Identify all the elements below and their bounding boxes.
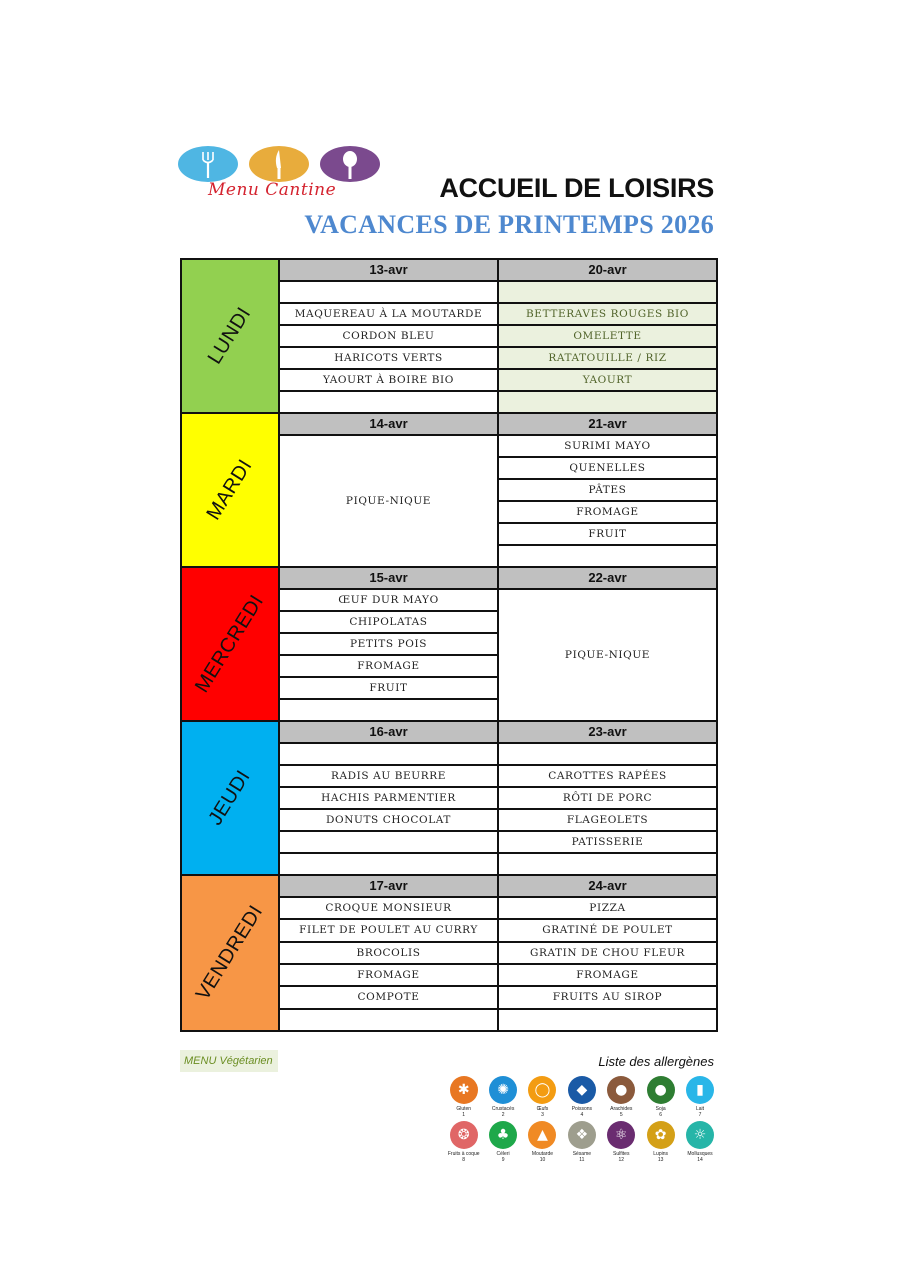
mustard-icon: ▲ xyxy=(528,1121,556,1149)
allergen-name: Crustacés xyxy=(491,1106,515,1112)
allergen-item xyxy=(562,1076,601,1121)
week-date: 23-avr xyxy=(499,722,716,744)
dish-cell xyxy=(280,744,497,766)
allergen-name: Céleri xyxy=(496,1151,510,1157)
dish-cell: DONUTS CHOCOLAT xyxy=(280,810,497,832)
dish-cell: CORDON BLEU xyxy=(280,326,497,348)
dish-cell: CAROTTES RAPÉES xyxy=(499,766,716,788)
dish-cell xyxy=(499,282,716,304)
allergen-item xyxy=(641,1121,680,1166)
dish-cell: FROMAGE xyxy=(499,965,716,987)
allergen-item xyxy=(680,1076,719,1121)
dish-cell: PATISSERIE xyxy=(499,832,716,854)
week-date: 24-avr xyxy=(499,876,716,898)
dish-cell: CROQUE MONSIEUR xyxy=(280,898,497,920)
week-column xyxy=(499,568,716,720)
allergen-number: 7 xyxy=(698,1112,702,1118)
peanut-icon: ● xyxy=(607,1076,635,1104)
day-row xyxy=(182,414,716,568)
dish-cell: PIZZA xyxy=(499,898,716,920)
allergen-item xyxy=(523,1121,562,1166)
dish-cell xyxy=(280,392,497,412)
week-column xyxy=(280,568,499,720)
day-row xyxy=(182,568,716,722)
dish-cell: GRATIN DE CHOU FLEUR xyxy=(499,943,716,965)
day-label xyxy=(182,414,280,566)
week-column xyxy=(499,414,716,566)
dish-cell: PÂTES xyxy=(499,480,716,502)
fish-icon: ◆ xyxy=(568,1076,596,1104)
week-column xyxy=(499,876,716,1030)
dish-cell xyxy=(499,854,716,874)
dish-cell: RÔTI DE PORC xyxy=(499,788,716,810)
dish-cell: FRUIT xyxy=(280,678,497,700)
allergen-number: 2 xyxy=(501,1112,505,1118)
dish-cell xyxy=(499,1010,716,1030)
dish-cell: FRUITS AU SIROP xyxy=(499,987,716,1009)
allergen-number: 1 xyxy=(462,1112,466,1118)
allergen-item xyxy=(562,1121,601,1166)
allergen-item xyxy=(641,1076,680,1121)
allergen-name: Mollusques xyxy=(687,1151,713,1157)
week-column xyxy=(280,414,499,566)
allergen-number: 12 xyxy=(618,1157,625,1163)
allergens-legend xyxy=(444,1076,720,1166)
dish-single: PIQUE-NIQUE xyxy=(345,495,432,507)
dish-cell: FROMAGE xyxy=(499,502,716,524)
dish-cell: YAOURT xyxy=(499,370,716,392)
week-column xyxy=(499,722,716,874)
allergen-number: 9 xyxy=(501,1157,505,1163)
vegetarian-legend: MENU Végétarien xyxy=(180,1050,278,1072)
dish-cell: SURIMI MAYO xyxy=(499,436,716,458)
sesame-icon: ❖ xyxy=(568,1121,596,1149)
dish-cell: FILET DE POULET AU CURRY xyxy=(280,920,497,942)
menu-table xyxy=(180,258,718,1032)
day-name: MERCREDI xyxy=(190,590,269,697)
dish-cell: FLAGEOLETS xyxy=(499,810,716,832)
dish-cell: QUENELLES xyxy=(499,458,716,480)
allergen-item xyxy=(444,1076,483,1121)
dish-cell: CHIPOLATAS xyxy=(280,612,497,634)
sulfites-icon: ⚛ xyxy=(607,1121,635,1149)
dish-cell xyxy=(499,392,716,412)
egg-icon: ◯ xyxy=(528,1076,556,1104)
allergen-name: Gluten xyxy=(456,1106,472,1112)
dish-cell xyxy=(280,1010,497,1030)
menu-cantine-logo xyxy=(178,144,382,206)
week-column xyxy=(499,260,716,412)
day-label xyxy=(182,568,280,720)
dish-cell: PETITS POIS xyxy=(280,634,497,656)
allergen-number: 4 xyxy=(580,1112,584,1118)
week-date: 14-avr xyxy=(280,414,497,436)
day-label xyxy=(182,260,280,412)
week-date: 16-avr xyxy=(280,722,497,744)
day-name: MARDI xyxy=(202,455,257,524)
allergen-name: Œufs xyxy=(536,1106,549,1112)
dish-cell: HARICOTS VERTS xyxy=(280,348,497,370)
allergens-title: Liste des allergènes xyxy=(598,1054,714,1069)
dish-cell: FROMAGE xyxy=(280,965,497,987)
allergen-item xyxy=(444,1121,483,1166)
allergen-item xyxy=(602,1121,641,1166)
week-date: 15-avr xyxy=(280,568,497,590)
dish-cell: FROMAGE xyxy=(280,656,497,678)
week-date: 17-avr xyxy=(280,876,497,898)
day-label xyxy=(182,876,280,1030)
dish-cell xyxy=(499,546,716,566)
week-date: 13-avr xyxy=(280,260,497,282)
allergen-name: Lait xyxy=(696,1106,705,1112)
allergen-item xyxy=(483,1076,522,1121)
dish-cell xyxy=(499,744,716,766)
dish-cell xyxy=(280,832,497,854)
page-subtitle: VACANCES DE PRINTEMPS 2026 xyxy=(304,210,714,239)
allergen-item xyxy=(680,1121,719,1166)
lupin-icon: ✿ xyxy=(647,1121,675,1149)
dish-cell: YAOURT À BOIRE BIO xyxy=(280,370,497,392)
allergen-name: Sulfites xyxy=(613,1151,630,1157)
day-name: VENDREDI xyxy=(191,901,268,1005)
allergen-number: 13 xyxy=(657,1157,664,1163)
day-row xyxy=(182,260,716,414)
logo-text: Menu Cantine xyxy=(208,180,337,200)
dish-cell: HACHIS PARMENTIER xyxy=(280,788,497,810)
dish-cell xyxy=(280,282,497,304)
dish-cell: COMPOTE xyxy=(280,987,497,1009)
allergen-name: Fruits à coque xyxy=(447,1151,480,1157)
allergen-name: Arachides xyxy=(610,1106,633,1112)
dish-single: PIQUE-NIQUE xyxy=(564,649,651,661)
dish-cell: BROCOLIS xyxy=(280,943,497,965)
dish-cell xyxy=(280,854,497,874)
week-date: 22-avr xyxy=(499,568,716,590)
day-name: LUNDI xyxy=(203,303,256,369)
day-row xyxy=(182,722,716,876)
allergen-item xyxy=(602,1076,641,1121)
soy-icon: ● xyxy=(647,1076,675,1104)
dish-cell: MAQUEREAU À LA MOUTARDE xyxy=(280,304,497,326)
celery-icon: ♣ xyxy=(489,1121,517,1149)
allergen-number: 3 xyxy=(541,1112,544,1118)
dish-cell xyxy=(280,700,497,720)
week-column xyxy=(280,722,499,874)
dish-cell: GRATINÉ DE POULET xyxy=(499,920,716,942)
page-title: ACCUEIL DE LOISIRS xyxy=(439,173,714,203)
allergen-item xyxy=(523,1076,562,1121)
allergen-number: 5 xyxy=(619,1112,623,1118)
allergen-number: 10 xyxy=(539,1157,546,1163)
dish-cell: BETTERAVES ROUGES BIO xyxy=(499,304,716,326)
dish-cell: RADIS AU BEURRE xyxy=(280,766,497,788)
dish-cell: RATATOUILLE / RIZ xyxy=(499,348,716,370)
allergen-number: 6 xyxy=(659,1112,663,1118)
week-date: 20-avr xyxy=(499,260,716,282)
nut-icon: ❂ xyxy=(450,1121,478,1149)
week-column xyxy=(280,876,499,1030)
allergen-name: Poissons xyxy=(571,1106,593,1112)
dish-cell: FRUIT xyxy=(499,524,716,546)
dish-cell: OMELETTE xyxy=(499,326,716,348)
allergen-number: 11 xyxy=(579,1157,585,1163)
wheat-icon: ✱ xyxy=(450,1076,478,1104)
dish-cell: ŒUF DUR MAYO xyxy=(280,590,497,612)
week-date: 21-avr xyxy=(499,414,716,436)
allergen-name: Lupins xyxy=(653,1151,669,1157)
allergen-name: Sésame xyxy=(572,1151,592,1157)
shell-icon: ☼ xyxy=(686,1121,714,1149)
day-name: JEUDI xyxy=(204,766,255,830)
crab-icon: ✺ xyxy=(489,1076,517,1104)
week-column xyxy=(280,260,499,412)
allergen-item xyxy=(483,1121,522,1166)
logo-ovals xyxy=(178,144,382,184)
allergen-number: 8 xyxy=(462,1157,466,1163)
day-label xyxy=(182,722,280,874)
day-row xyxy=(182,876,716,1030)
allergen-name: Moutarde xyxy=(531,1151,554,1157)
milk-icon: ▮ xyxy=(686,1076,714,1104)
allergen-name: Soja xyxy=(655,1106,666,1112)
allergen-number: 14 xyxy=(697,1157,703,1163)
